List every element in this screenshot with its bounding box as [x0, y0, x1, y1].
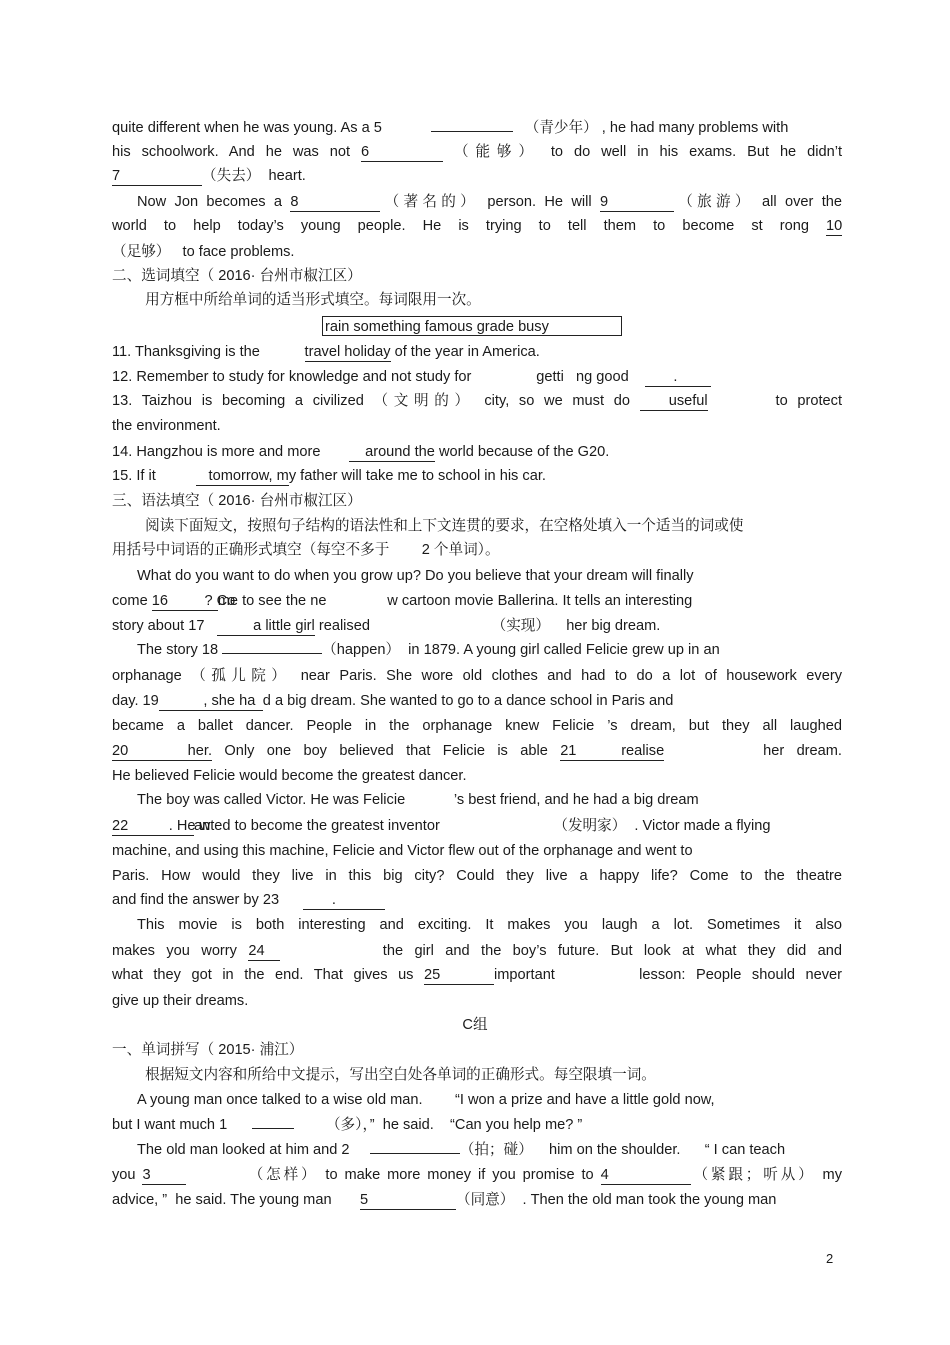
text-line: you 3 （怎样） to make more money if you promise to 4 （紧跟；听从） my: [112, 1167, 842, 1183]
text-line: He believed Felicie would become the greatest dancer.: [112, 768, 467, 784]
text-line: 20 her. Only one boy believed that Felicie is able 21 realise her dream.: [112, 743, 842, 759]
section-heading: 一、单词拼写（ 2015· 浦江）: [112, 1042, 304, 1058]
text-line: advice, ” he said. The young man 5 （同意） . Then the old man took the young man: [112, 1192, 777, 1208]
text-line: A young man once talked to a wise old man. “I won a prize and have a little gold now,: [137, 1092, 715, 1108]
text-line: This movie is both interesting and exciting. It makes you laugh a lot. Sometimes it also: [137, 917, 842, 933]
page-number: 2: [826, 1251, 834, 1266]
text-line: machine, and using this machine, Felicie and Victor flew out of the orphanage and went to: [112, 843, 693, 859]
text-line: Paris. How would they live in this big city? Could they live a happy life? Come to the theatre: [112, 868, 842, 884]
text-line: makes you worry 24 the girl and the boy’s future. But look at what they did and: [112, 943, 842, 959]
text-line: give up their dreams.: [112, 993, 249, 1009]
text-line: became a ballet dancer. People in the orphanage knew Felicie ’s dream, but they all laughed: [112, 718, 842, 734]
section-heading: 二、选词填空（ 2016· 台州市椒江区）: [112, 268, 362, 284]
text-line: The boy was called Victor. He was Felicie ’s best friend, and he had a big dream: [137, 792, 699, 808]
word-box: rain something famous grade busy: [322, 316, 622, 336]
text-line: and find the answer by 23 .: [112, 890, 842, 910]
question-12: 12. Remember to study for knowledge and not study for getti ng good .: [112, 367, 842, 387]
text-line: （足够） to face problems.: [112, 244, 295, 260]
text-line: The old man looked at him and 2 （拍；碰） him on the shoulder. “ I can teach: [137, 1142, 786, 1158]
question-13: 13. Taizhou is becoming a civilized （文明的） city, so we must do useful to protect: [112, 393, 842, 409]
question-15: 15. If it tomorrow, my father will take me to school in his car.: [112, 468, 546, 484]
question-11: 11. Thanksgiving is the travel holiday of the year in America.: [112, 344, 540, 360]
instruction: 阅读下面短文，按照句子结构的语法性和上下文连贯的要求，在空格处填入一个适当的词或使: [137, 518, 744, 534]
text-line: story about 17 a little girl realised （实现） her big dream.: [112, 618, 661, 634]
text-line: 7 （失去） heart.: [112, 168, 306, 184]
section-heading: 三、语法填空（ 2016· 台州市椒江区）: [112, 493, 362, 509]
text-line: orphanage （孤儿院） near Paris. She wore old clothes and had to do a lot of housework every: [112, 668, 842, 684]
text-line: 22 . He wanted to become the greatest inventor （发明家） . Victor made a flying: [112, 818, 771, 834]
text-line: but I want much 1 （多），” he said. “Can you help me? ”: [112, 1117, 583, 1133]
instruction: 用方框中所给单词的适当形式填空。每词限用一次。: [137, 292, 481, 308]
instruction: 用括号中词语的正确形式填空（每空不多于 2 个单词）。: [112, 542, 500, 558]
text-line: what they got in the end. That gives us 25 important lesson: People should never: [112, 967, 842, 983]
group-heading: C组: [462, 1017, 488, 1033]
text-line: Now Jon becomes a 8 （著名的） person. He will 9 （旅游） all over the: [137, 194, 842, 210]
question-14: 14. Hangzhou is more and more around the world because of the G20.: [112, 444, 610, 460]
text-line: the environment.: [112, 418, 221, 434]
text-line: world to help today’s young people. He is trying to tell them to become st rong 10: [112, 218, 843, 234]
text-line: come 16 ? Come to see the ne w cartoon movie Ballerina. It tells an interesting: [112, 593, 693, 609]
text-line: day. 19 , she ha d a big dream. She wanted to go to a dance school in Paris and: [112, 693, 674, 709]
text-line: his schoolwork. And he was not 6 （能够） to do well in his exams. But he didn’t: [112, 144, 843, 160]
instruction: 根据短文内容和所给中文提示，写出空白处各单词的正确形式。每空限填一词。: [137, 1067, 656, 1083]
text-line: What do you want to do when you grow up? Do you believe that your dream will finally: [137, 568, 694, 584]
text-line: quite different when he was young. As a 5 （青少年） , he had many problems with: [112, 120, 789, 136]
text-line: The story 18 （happen） in 1879. A young girl called Felicie grew up in an: [137, 642, 720, 658]
